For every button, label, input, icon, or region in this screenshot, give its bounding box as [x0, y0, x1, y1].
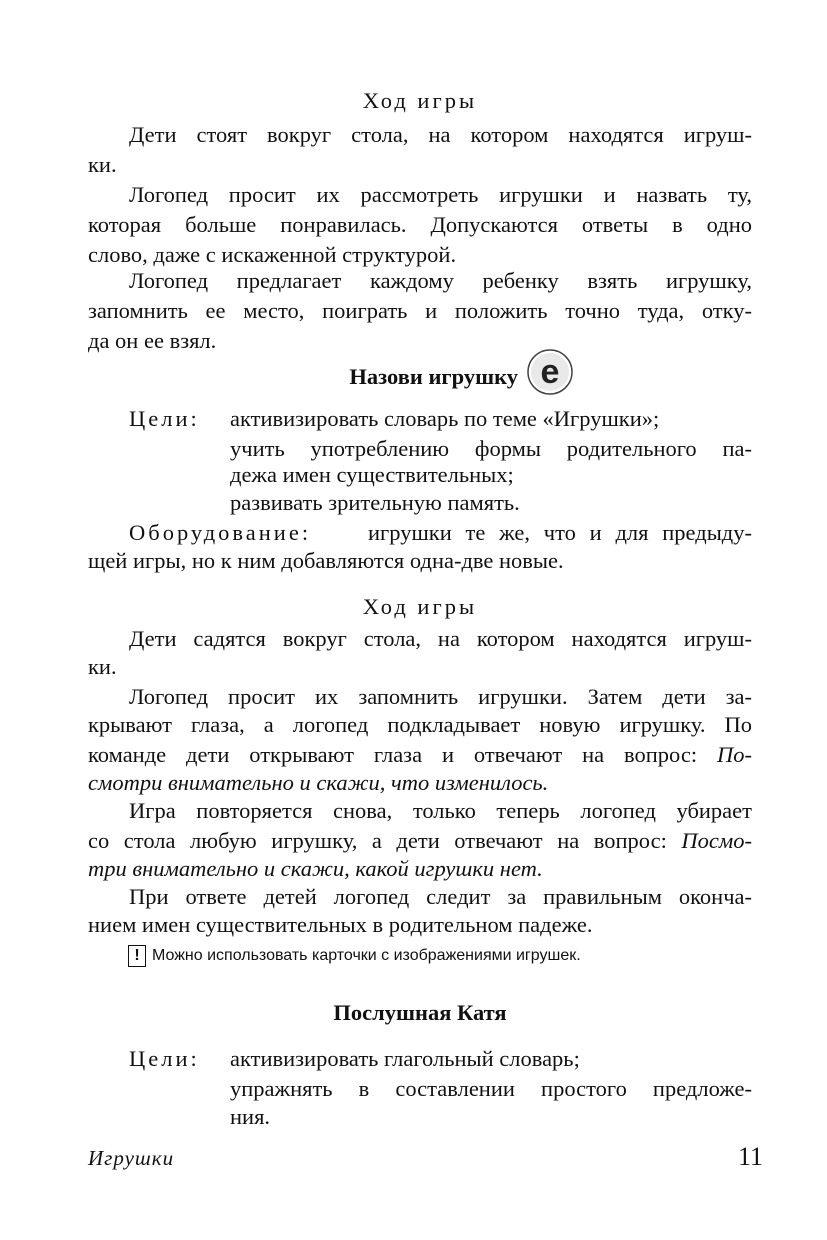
- paragraph-text: со стола любую игрушку, а дети отвечают на вопрос:: [88, 828, 667, 853]
- goal-line: развивать зрительную память.: [230, 490, 520, 515]
- italic-question: три внимательно и скажи, какой игрушки нет.: [88, 856, 543, 881]
- equipment-line: щей игры, но к ним добавляются одна-две новые.: [88, 548, 564, 573]
- paragraph-line: крывают глаза, а логопед подкладывает новую игрушку. По: [88, 712, 752, 737]
- paragraph-line: Дети садятся вокруг стола, на котором находятся игруш-: [129, 626, 752, 651]
- paragraph-line: нием имен существительных в родительном падеже.: [88, 912, 593, 937]
- e-letter: e: [540, 353, 560, 391]
- goal-line: дежа имен существительных;: [230, 462, 514, 487]
- paragraph-line: запомнить ее место, поиграть и положить точно туда, отку-: [88, 298, 752, 323]
- paragraph-line: слово, даже с искаженной структурой.: [88, 242, 457, 267]
- exclamation-icon: !: [128, 945, 146, 967]
- italic-question: смотри внимательно и скажи, что изменилось.: [88, 770, 549, 795]
- paragraph-line: ки.: [88, 152, 117, 177]
- section-heading: Ход игры: [362, 594, 478, 619]
- goals-label: Цели:: [129, 406, 200, 431]
- note-text: Можно использовать карточки с изображениями игрушек.: [152, 947, 581, 964]
- italic-question: Посмо-: [681, 828, 752, 853]
- equipment-label: Оборудование:: [129, 520, 312, 545]
- section-heading: Ход игры: [362, 88, 478, 113]
- paragraph-line: При ответе детей логопед следит за правильным оконча-: [129, 884, 752, 909]
- paragraph-text: команде дети открывают глаза и отвечают на вопрос:: [88, 742, 698, 767]
- paragraph-line: [88, 740, 752, 770]
- note: [128, 944, 581, 968]
- paragraph-line: Логопед предлагает каждому ребенку взять игрушку,: [129, 268, 752, 293]
- paragraph-line: которая больше понравилась. Допускаются ответы в одно: [88, 212, 752, 237]
- goals-label: Цели:: [129, 1046, 200, 1071]
- game-title: Назови игрушку: [349, 364, 518, 389]
- page-number: 11: [737, 1142, 763, 1171]
- paragraph-line: Логопед просит их рассмотреть игрушки и назвать ту,: [129, 182, 752, 207]
- paragraph-line: Игра повторяется снова, только теперь логопед убирает: [129, 798, 752, 823]
- paragraph-line: да он ее взял.: [88, 328, 217, 353]
- italic-question: По-: [717, 742, 752, 767]
- paragraph-line: ки.: [88, 654, 117, 679]
- paragraph-line: [88, 826, 752, 856]
- goal-line: учить употреблению формы родительного па-: [230, 436, 752, 461]
- paragraph-line: Дети стоят вокруг стола, на котором находятся игруш-: [129, 122, 752, 147]
- running-title: Игрушки: [88, 1146, 175, 1170]
- goal-line: упражнять в составлении простого предложе-: [230, 1076, 752, 1101]
- goal-line: активизировать глагольный словарь;: [230, 1046, 580, 1071]
- electronic-resource-icon: [526, 348, 574, 396]
- goal-line: ния.: [230, 1104, 271, 1129]
- equipment-line: игрушки те же, что и для предыду-: [368, 520, 752, 545]
- goal-line: активизировать словарь по теме «Игрушки»;: [230, 406, 660, 431]
- game-title: Послушная Катя: [333, 1000, 507, 1025]
- paragraph-line: Логопед просит их запомнить игрушки. Затем дети за-: [129, 684, 752, 709]
